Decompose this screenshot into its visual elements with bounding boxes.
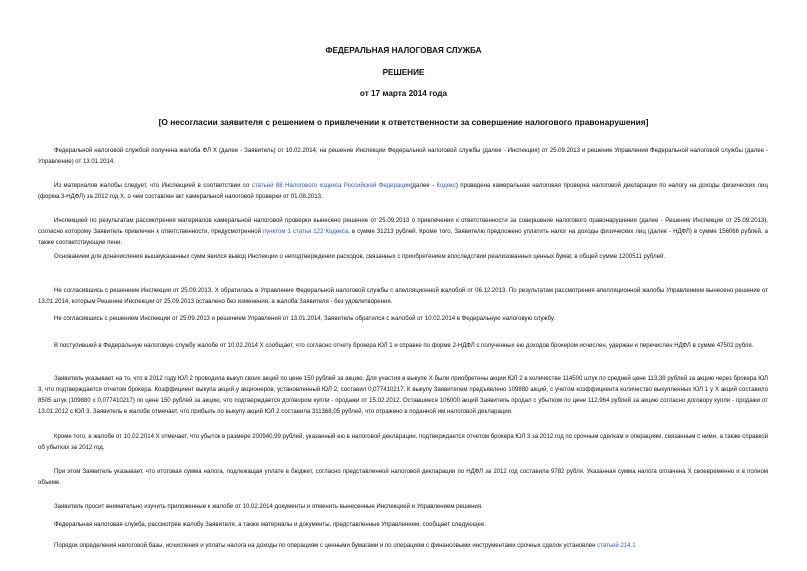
paragraph-9 xyxy=(38,432,768,454)
paragraph-text: Федеральной налоговой службой получена жалоба ФЛ Х (далее - Заявитель) от 10.02.2014, на решение Инспекции Федеральной налоговой службы (далее - Инспекция) от 25.09.2013 и решение Управления Федеральной налоговой службы (далее - Управление) от 13.01.2014. xyxy=(38,148,768,165)
paragraph-5 xyxy=(38,286,768,308)
paragraph-text: Федеральная налоговая служба, рассмотрев жалобу Заявителя, а также материалы и документы, представленные Управлением, сообщает следующее. xyxy=(54,522,486,528)
paragraph-12 xyxy=(38,520,768,531)
paragraph-text: Инспекцией по результатам рассмотрения материалов камеральной налоговой проверки вынесено решение от 25.09.2013 о привлечении к ответственности за совершение налогового правонарушения (далее - Решение Инспекции от 25.09.2013), согласно которому Заявитель привлечен к ответственности, предусмотренной xyxy=(38,218,768,235)
link-kodeks[interactable]: Кодекс xyxy=(436,183,456,189)
link-article-122[interactable]: пунктом 1 статьи 122 Кодекса xyxy=(263,229,349,235)
link-article-214-1[interactable]: статьей 214.1 xyxy=(597,543,636,549)
paragraph-text: Не согласившись с решением Инспекции от 25.09.2013, Х обратилась в Управление Федеральной налоговой службы с апелляционной жалобой от 06.12.2013. По результатам рассмотрения апелляционной жалобы Управлением вынесено решение от 13.01.2014, которым Решение Инспекции от 25.09.2013 оставлено без изменения, а жалоба Заявителя - без удовлетворения. xyxy=(38,288,768,305)
paragraph-text: ) проведена камеральная налоговая проверка налоговой декларации по налогу на доходы физических лиц (форма 3-НДФЛ) за 2012 год Х, о чем составлен акт камеральной налоговой проверки от 01.08.2013. xyxy=(38,183,768,200)
paragraph-3 xyxy=(38,216,768,249)
paragraph-text: При этом Заявитель указывает, что итоговая сумма налога, подлежащая уплате в бюджет, согласно представленной налоговой декларации по НДФЛ за 2012 год составила 9782 рубля. Указанная сумма налога оплачена Х своевременно и в полном объеме. xyxy=(38,469,768,486)
paragraph-13 xyxy=(38,541,768,552)
paragraph-text: В поступившей в Федеральную налоговую службу жалобе от 10.02.2014 Х сообщает, что согласно отчету брокера ЮЛ 1 и справке по форме 2-НДФЛ с полученных ею доходов брокером исчислен, удержан и перечислен НДФЛ в сумме 47502 рубля. xyxy=(54,343,754,349)
agency-title: ФЕДЕРАЛЬНАЯ НАЛОГОВАЯ СЛУЖБА xyxy=(325,46,482,55)
paragraph-text: Из материалов жалобы следует, что Инспекцией в соответствии со xyxy=(54,183,252,189)
document-type: РЕШЕНИЕ xyxy=(382,68,425,77)
paragraph-text: Основанием для доначисления вышеуказанных сумм явился вывод Инспекции о неподтверждении расходов, связанных с приобретением впоследствии реализованных ценных бумаг, в общей сумме 1200511 рублей. xyxy=(54,254,666,260)
document-subject: [О несогласии заявителя с решением о привлечении к ответственности за совершение налогового правонарушения] xyxy=(158,117,649,127)
paragraph-8 xyxy=(38,374,768,418)
paragraph-2 xyxy=(38,181,768,203)
link-article-88[interactable]: статьей 88 Налогового кодекса Российской Федерации xyxy=(251,183,411,189)
paragraph-text: Заявитель просит внимательно изучить приложенные к жалобе от 10.02.2014 документы и отменить вынесенные Инспекцией и Управлением решения. xyxy=(54,504,483,510)
paragraph-text: Порядок определения налоговой базы, исчисления и уплаты налога на доходы по операциям с ценными бумагами и по операциям с финансовыми инструментами срочных сделок установлен xyxy=(54,543,598,549)
paragraph-1 xyxy=(38,146,768,168)
paragraph-text: , в сумме 31213 рублей. Кроме того, Заявителю предложено уплатить налог на доходы физических лиц (далее - НДФЛ) в сумме 156066 рублей, а также соответствующие пени. xyxy=(38,229,768,246)
paragraph-text: Заявитель указывает на то, что в 2012 году ЮЛ 2 проводила выкуп своих акций по цене 150 рублей за акцию. Для участия в выкупе Х были приобретены акции ЮЛ 2 в количестве 114500 штук по средней цене 113,39 рублей за акцию через брокера ЮЛ 3, что подтверждается отчетом брокера. Коэффициент выкупа акций у акционеров, установленный ЮЛ 2, составил 0,077410217. К выкупу Заявителем предъявлено 109880 акций, с учетом коэффициента количество выкупленных ЮЛ 1 у Х акций составило 8505 штук (109880 х 0,077410217) по цене 150 рублей за акцию, что подтверждается договором купли - продажи от 15.02.2012. Оставшиеся 106000 акций Заявитель продал с убытком по цене 112,964 рублей за акцию согласно договору купли - продажи от 13.01.2012 с ЮЛ 3. Заявитель в жалобе отмечает, что прибыль по выкупу акций ЮЛ 2 составила 311368,05 рублей, что отражено в поданной им налоговой декларации. xyxy=(38,376,768,415)
paragraph-6 xyxy=(38,314,768,325)
paragraph-text: Не согласившись с решением Инспекции от 25.09.2013 и решением Управления от 13.01.2014, Заявитель обратился с жалобой от 10.02.2014 в Федеральную налоговую службу. xyxy=(54,316,555,322)
document-date: от 17 марта 2014 года xyxy=(359,89,448,98)
paragraph-text: Кроме того, в жалобе от 10.02.2014 Х отмечает, что убыток в размере 200940,99 рублей, указанный ею в налоговой декларации, подтверждается отчетом брокера ЮЛ 3 за 2012 год по срочным сделкам и операциям, связанным с ними, а также справкой об убытках за 2012 год. xyxy=(38,434,768,451)
paragraph-text: (далее - xyxy=(410,183,437,189)
paragraph-10 xyxy=(38,467,768,489)
paragraph-4 xyxy=(38,252,768,263)
paragraph-7 xyxy=(38,341,768,352)
paragraph-11 xyxy=(38,502,768,513)
